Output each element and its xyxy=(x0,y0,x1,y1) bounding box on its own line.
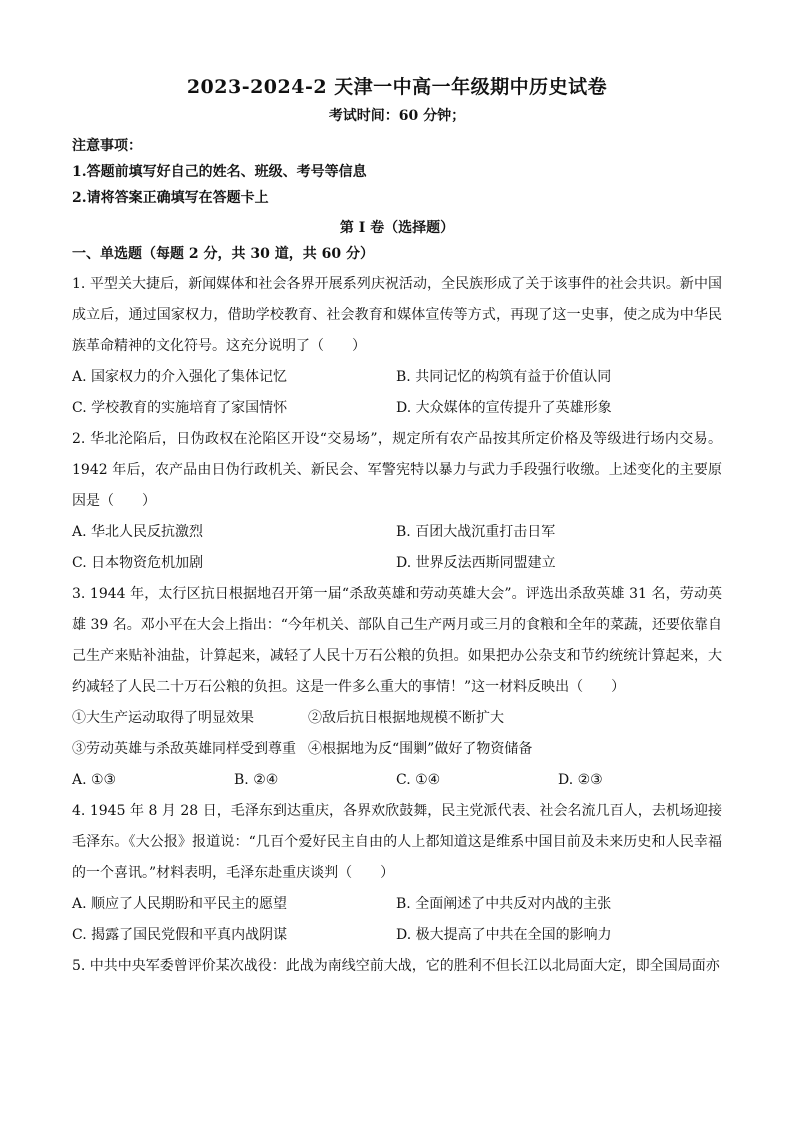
question-2 xyxy=(72,424,722,579)
question-stem: 5. 中共中央军委曾评价某次战役：此战为南线空前大战，它的胜利不但长江以北局面大定，即全国局面亦 xyxy=(72,958,720,974)
option-a: A. ①③ xyxy=(72,772,117,788)
option-c: C. 日本物资危机加剧 xyxy=(72,555,204,571)
option-d: D. 世界反法西斯同盟建立 xyxy=(396,555,556,571)
statement-item: ①大生产运动取得了明显效果 xyxy=(72,710,254,726)
option-c: C. 揭露了国民党假和平真内战阴谋 xyxy=(72,927,288,943)
option-b: B. ②④ xyxy=(234,772,279,788)
exam-time: 考试时间：60 分钟； xyxy=(328,108,466,124)
option-c: C. ①④ xyxy=(396,772,441,788)
option-d: D. 大众媒体的宣传提升了英雄形象 xyxy=(396,400,612,416)
option-d: D. ②③ xyxy=(558,772,603,788)
statement-item: ④根据地为反“围剿”做好了物资储备 xyxy=(308,741,533,757)
question-5 xyxy=(72,951,722,982)
note-item: 1.答题前填写好自己的姓名、班级、考号等信息 xyxy=(72,164,367,180)
option-c: C. 学校教育的实施培育了家国情怀 xyxy=(72,400,288,416)
question-stem: 2. 华北沦陷后，日伪政权在沦陷区开设“交易场”，规定所有农产品按其所定价格及等级进行场内交易。1942 年后，农产品由日伪行政机关、新民会、军警宪特以暴力与武力手段强行收缴。上述变化的主要原因是（ ） xyxy=(72,431,722,509)
question-1 xyxy=(72,269,722,424)
part-title: 第 I 卷（选择题） xyxy=(339,220,455,236)
option-a: A. 国家权力的介入强化了集体记忆 xyxy=(72,369,288,385)
option-group xyxy=(72,765,722,796)
section-heading: 一、单选题（每题 2 分，共 30 道，共 60 分） xyxy=(72,246,374,262)
question-stem: 3. 1944 年，太行区抗日根据地召开第一届“杀敌英雄和劳动英雄大会”。评选出杀敌英雄 31 名，劳动英雄 39 名。邓小平在大会上指出：“今年机关、部队自己生产两月或三月的食粮和全年的菜蔬，还要依靠自己生产来贴补油盐，计算起来，减轻了人民十万石公粮的负担。如果把办公杂支和节约统统计算起来，大约减轻了人民二十万石公粮的负担。这是一件多么重大的事情！”这一材料反映出（ ） xyxy=(72,586,722,695)
option-a: A. 顺应了人民期盼和平民主的愿望 xyxy=(72,896,288,912)
statement-item: ③劳动英雄与杀敌英雄同样受到尊重 xyxy=(72,741,296,757)
question-3 xyxy=(72,579,722,796)
option-b: B. 百团大战沉重打击日军 xyxy=(396,524,556,540)
notes-heading: 注意事项： xyxy=(72,138,142,154)
question-stem: 1. 平型关大捷后，新闻媒体和社会各界开展系列庆祝活动，全民族形成了关于该事件的社会共识。新中国成立后，通过国家权力，借助学校教育、社会教育和媒体宣传等方式，再现了这一史事，使之成为中华民族革命精神的文化符号。这充分说明了（ ） xyxy=(72,276,722,354)
option-a: A. 华北人民反抗激烈 xyxy=(72,524,204,540)
page-title: 2023-2024-2 天津一中高一年级期中历史试卷 xyxy=(186,76,608,98)
option-group xyxy=(72,362,722,424)
option-group xyxy=(72,517,722,579)
question-stem: 4. 1945 年 8 月 28 日，毛泽东到达重庆，各界欢欣鼓舞，民主党派代表、社会名流几百人，去机场迎接毛泽东。《大公报》报道说：“几百个爱好民主自由的人上都知道这是维系中国目前及未来历史和人民幸福的一个喜讯。”材料表明，毛泽东赴重庆谈判（ ） xyxy=(72,803,722,881)
note-item: 2.请将答案正确填写在答题卡上 xyxy=(72,190,269,206)
option-b: B. 全面阐述了中共反对内战的主张 xyxy=(396,896,612,912)
option-b: B. 共同记忆的构筑有益于价值认同 xyxy=(396,369,612,385)
statement-list xyxy=(72,703,722,765)
question-4 xyxy=(72,796,722,951)
option-group xyxy=(72,889,722,951)
exam-page xyxy=(72,64,722,982)
option-d: D. 极大提高了中共在全国的影响力 xyxy=(396,927,612,943)
statement-item: ②敌后抗日根据地规模不断扩大 xyxy=(308,710,504,726)
